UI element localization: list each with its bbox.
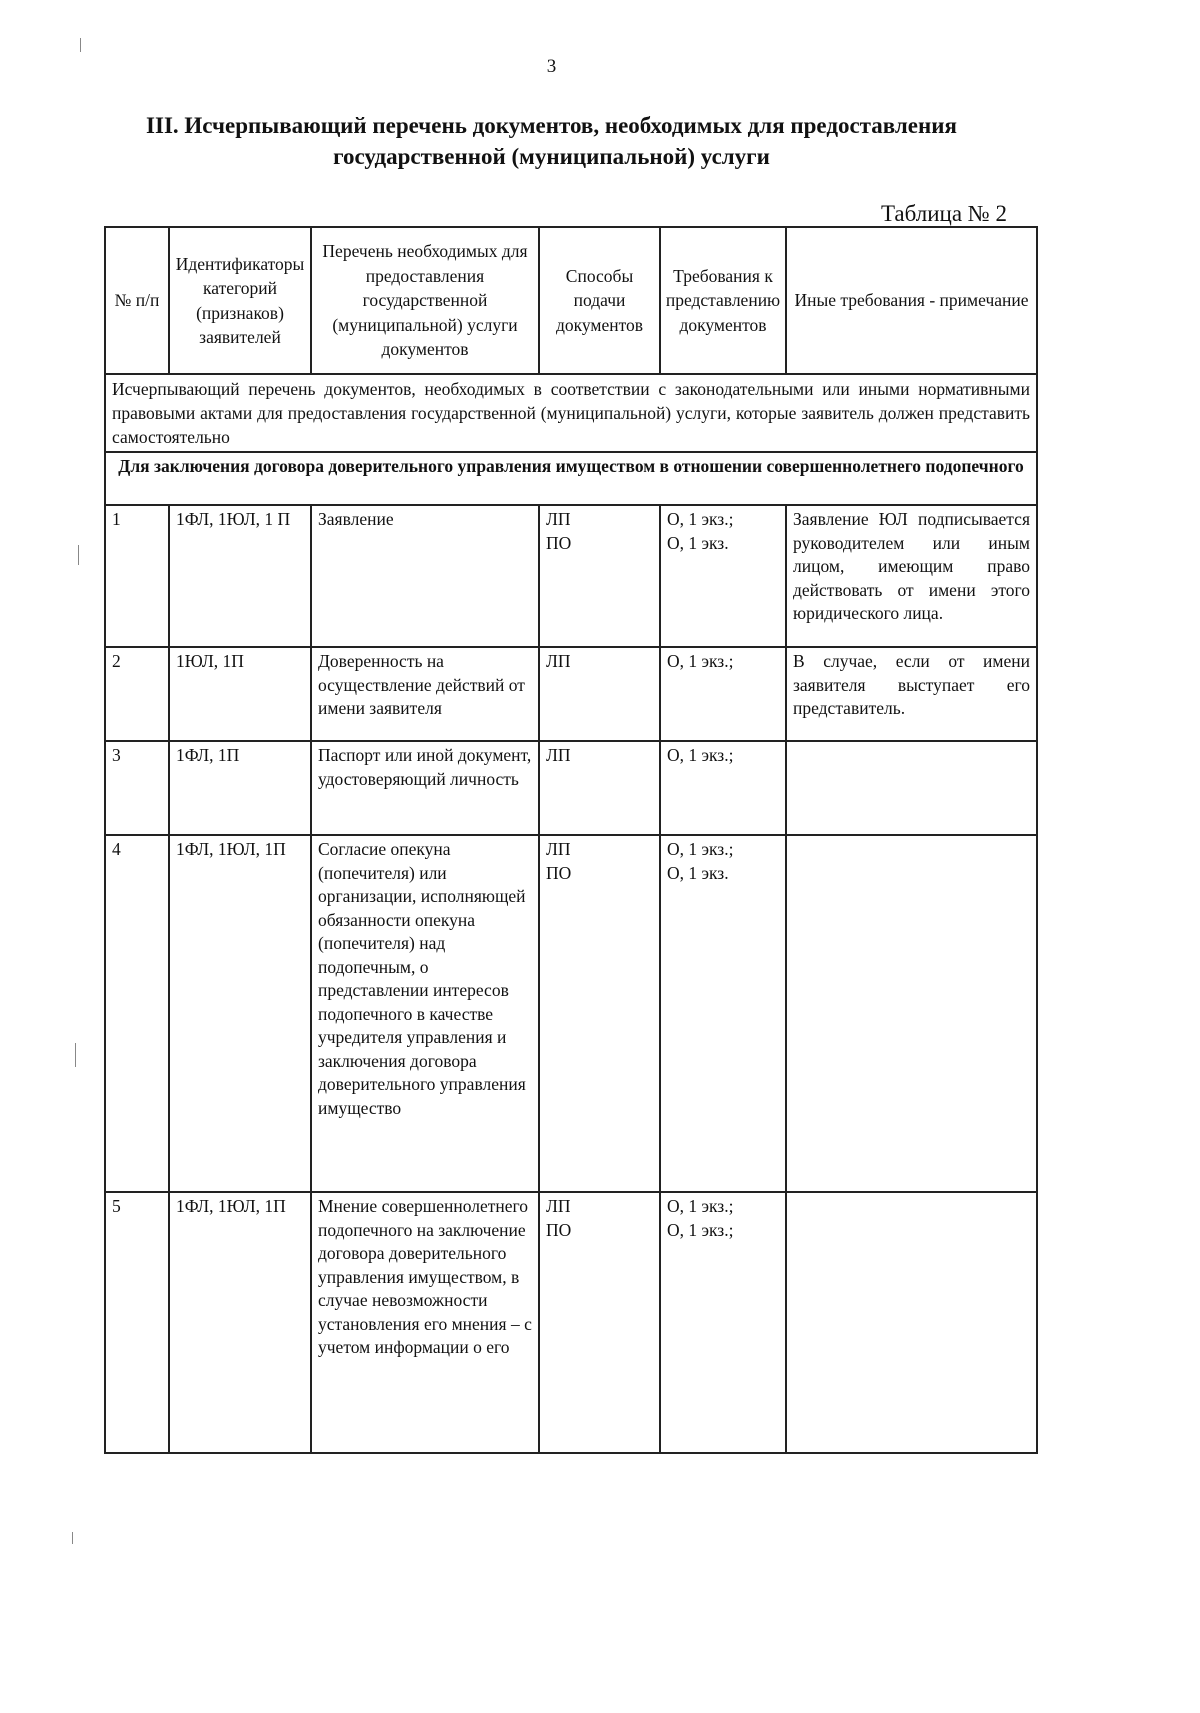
row-methods: ЛП ПО [539,835,660,1192]
page-number: 3 [546,56,557,77]
row-notes: Заявление ЮЛ подписывается руководителем или иным лицом, имеющим право действовать от имени этого юридического лица. [786,505,1037,647]
document-title: III. Исчерпывающий перечень документов, необходимых для предоставления государственной (муниципальной) услуги [146,113,957,169]
row-notes: В случае, если от имени заявителя выступает его представитель. [786,647,1037,741]
row-document: Паспорт или иной документ, удостоверяющий личность [311,741,539,835]
row-notes [786,1192,1037,1453]
section-text: Исчерпывающий перечень документов, необходимых в соответствии с законодательными или иными нормативными правовыми актами для предоставления государственной (муниципальной) услуги, которые заявитель должен представить самостоятельно [105,374,1037,452]
row-notes [786,835,1037,1192]
table-row [105,741,1037,835]
row-notes [786,741,1037,835]
subsection-row [105,452,1037,505]
scan-margin-mark [75,1043,76,1067]
row-categories: 1ФЛ, 1ЮЛ, 1П [169,835,311,1192]
row-number: 5 [105,1192,169,1453]
scan-margin-mark [80,38,81,52]
header-submission-methods: Способы подачи документов [539,227,660,374]
table-row [105,505,1037,647]
header-categories: Идентификаторы категорий (признаков) заявителей [169,227,311,374]
table-header-row [105,227,1037,374]
row-categories: 1ФЛ, 1ЮЛ, 1П [169,1192,311,1453]
header-requirements: Требования к представлению документов [660,227,786,374]
header-number: № п/п [105,227,169,374]
row-methods: ЛП [539,741,660,835]
row-methods: ЛП [539,647,660,741]
row-document: Согласие опекуна (попечителя) или организации, исполняющей обязанности опекуна (попечителя) над подопечным, о представлении интересов подопечного в качестве учредителя управления и заключения договора доверительного управления имущество [311,835,539,1192]
section-row [105,374,1037,452]
row-requirements: О, 1 экз.; [660,647,786,741]
row-number: 3 [105,741,169,835]
scan-margin-mark [78,545,79,565]
row-number: 1 [105,505,169,647]
header-notes: Иные требования - примечание [786,227,1037,374]
scan-margin-mark [72,1532,73,1544]
row-categories: 1ФЛ, 1ЮЛ, 1 П [169,505,311,647]
row-requirements: О, 1 экз.; О, 1 экз. [660,505,786,647]
row-requirements: О, 1 экз.; [660,741,786,835]
row-requirements: О, 1 экз.; О, 1 экз.; [660,1192,786,1453]
header-document-list: Перечень необходимых для предоставления государственной (муниципальной) услуги документов [311,227,539,374]
row-categories: 1ФЛ, 1П [169,741,311,835]
table-row [105,647,1037,741]
subsection-text: Для заключения договора доверительного управления имуществом в отношении совершеннолетнего подопечного [105,452,1037,505]
row-document: Доверенность на осуществление действий от имени заявителя [311,647,539,741]
row-categories: 1ЮЛ, 1П [169,647,311,741]
table-caption: Таблица № 2 [880,201,1007,226]
row-requirements: О, 1 экз.; О, 1 экз. [660,835,786,1192]
row-number: 4 [105,835,169,1192]
row-number: 2 [105,647,169,741]
row-methods: ЛП ПО [539,505,660,647]
table-row [105,835,1037,1192]
row-document: Заявление [311,505,539,647]
row-document: Мнение совершеннолетнего подопечного на заключение договора доверительного управления имуществом, в случае невозможности установления его мнения – с учетом информации о его [311,1192,539,1453]
row-methods: ЛП ПО [539,1192,660,1453]
documents-table [104,226,1038,1454]
table-row [105,1192,1037,1453]
